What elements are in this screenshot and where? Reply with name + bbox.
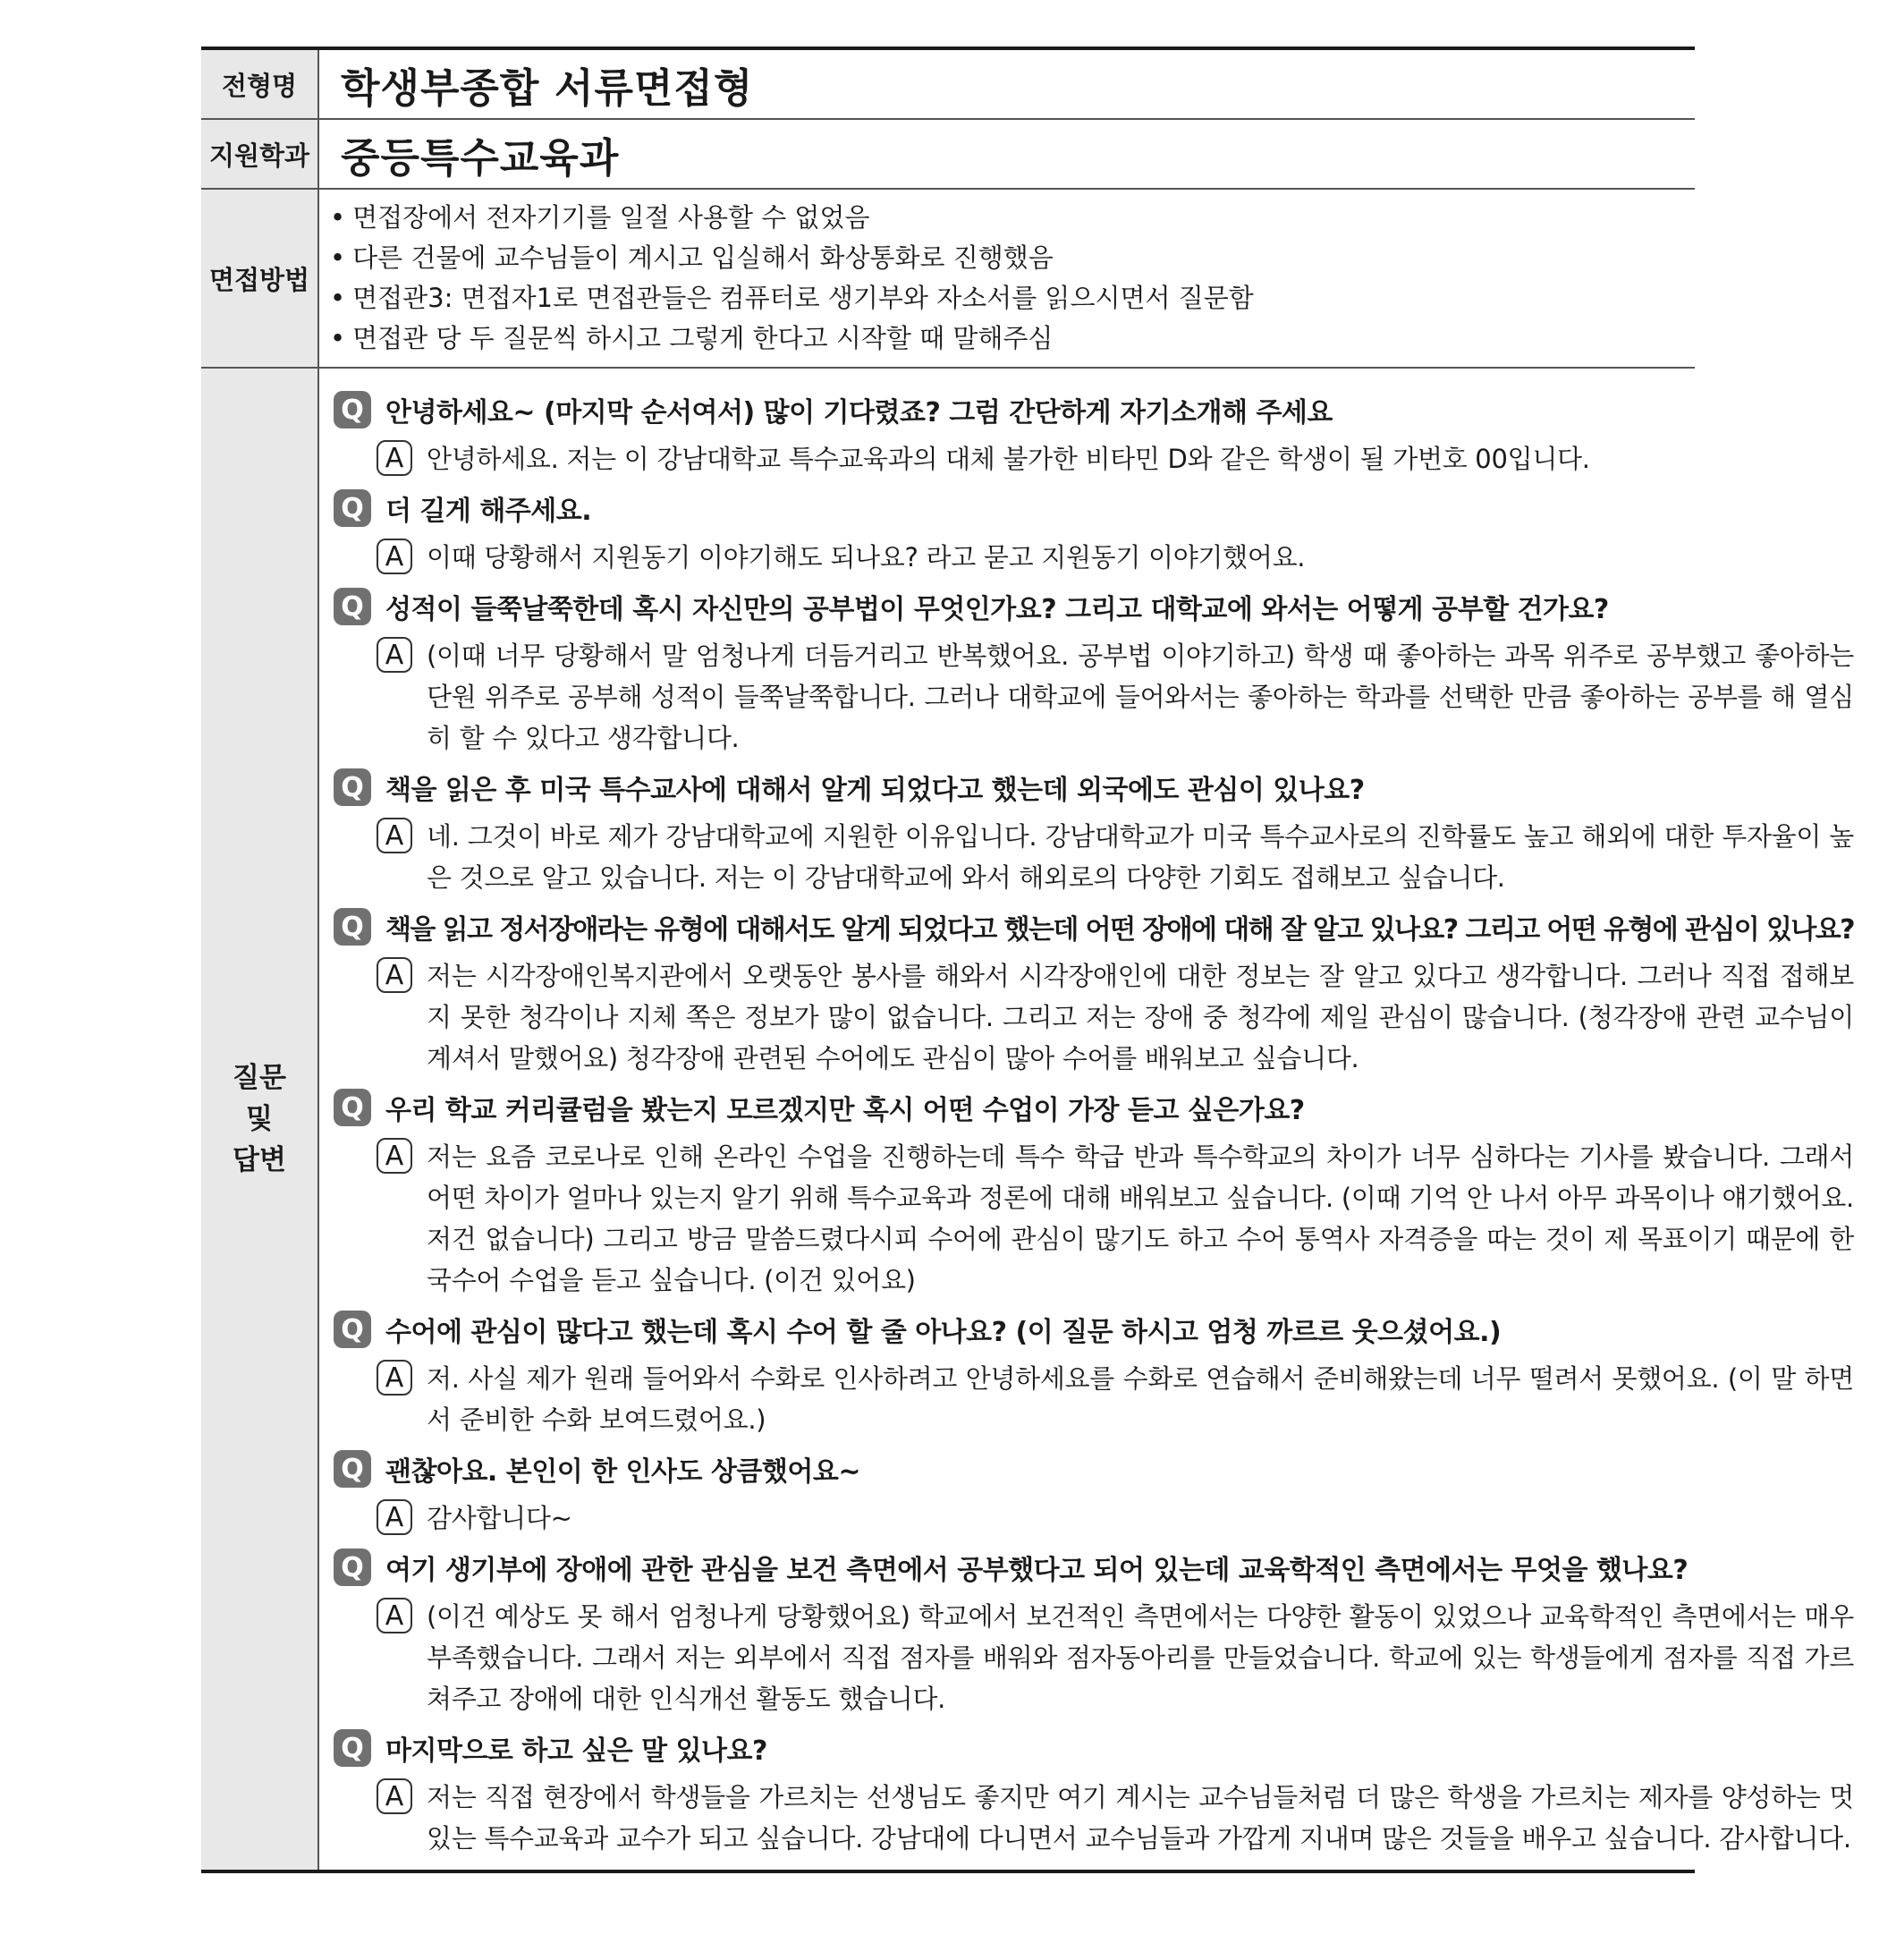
qa-label-line: 질문 xyxy=(233,1062,286,1094)
answer-badge-icon: A xyxy=(377,957,412,993)
question-text: 여기 생기부에 장애에 관한 관심을 보건 측면에서 공부했다고 되어 있는데 교육학적인 측면에서는 무엇을 했나요? xyxy=(385,1555,1689,1586)
answer-badge-icon: A xyxy=(377,1360,412,1396)
row-admission-type xyxy=(201,50,1695,120)
qa-label xyxy=(201,369,319,1870)
question-text: 괜찮아요. 본인이 한 인사도 상큼했어요~ xyxy=(385,1456,860,1488)
answer-item xyxy=(334,1498,1854,1539)
answer-item xyxy=(334,537,1854,578)
question-item xyxy=(334,485,1854,531)
interview-method-list xyxy=(330,198,1254,359)
qa-label-line: 및 xyxy=(246,1103,273,1135)
row-questions-answers xyxy=(201,369,1854,1870)
answer-text: (이건 예상도 못 해서 엄청나게 당황했어요) 학교에서 보건적인 측면에서는 다양한 활동이 있었으나 교육학적인 측면에서는 매우 부족했습니다. 그래서 저는 외부에서 직접 점자를 배워와 점자동아리를 만들었습니다. 학교에 있는 학생들에게 점자를 직접 가르쳐주고 장애에 대한 인식개선 활동도 했습니다. xyxy=(427,1601,1854,1714)
question-badge-icon: Q xyxy=(334,588,371,625)
question-badge-icon: Q xyxy=(334,489,371,527)
row-interview-method xyxy=(201,190,1695,369)
answer-badge-icon: A xyxy=(377,440,412,476)
answer-item xyxy=(334,1358,1854,1440)
question-badge-icon: Q xyxy=(334,1450,371,1488)
row-department xyxy=(201,120,1695,190)
answer-text: 이때 당황해서 지원동기 이야기해도 되나요? 라고 묻고 지원동기 이야기했어요. xyxy=(427,542,1306,573)
question-item xyxy=(334,1446,1854,1492)
answer-item xyxy=(334,438,1854,479)
admission-type-value: 학생부종합 서류면접형 xyxy=(341,64,754,112)
question-badge-icon: Q xyxy=(334,1089,371,1126)
question-text: 안녕하세요~ (마지막 순서여서) 많이 기다렸죠? 그럼 간단하게 자기소개해 주세요 xyxy=(385,397,1333,428)
question-text: 책을 읽고 정서장애라는 유형에 대해서도 알게 되었다고 했는데 어떤 장애에 대해 잘 알고 있나요? 그리고 어떤 유형에 관심이 있나요? xyxy=(385,914,1854,946)
question-text: 우리 학교 커리큘럼을 봤는지 모르겠지만 혹시 어떤 수업이 가장 듣고 싶은가요? xyxy=(385,1095,1305,1126)
answer-badge-icon: A xyxy=(377,818,412,853)
answer-badge-icon: A xyxy=(377,1598,412,1633)
answer-text: (이때 너무 당황해서 말 엄청나게 더듬거리고 반복했어요. 공부법 이야기하고) 학생 때 좋아하는 과목 위주로 공부했고 좋아하는 단원 위주로 공부해 성적이 들쭉날쭉합니다. 그러나 대학교에 들어와서는 좋아하는 학과를 선택한 만큼 좋아하는 공부를 해 열심히 할 수 있다고 생각합니다. xyxy=(427,641,1854,753)
answer-text: 네. 그것이 바로 제가 강남대학교에 지원한 이유입니다. 강남대학교가 미국 특수교사로의 진학률도 높고 해외에 대한 투자율이 높은 것으로 알고 있습니다. 저는 이 강남대학교에 와서 해외로의 다양한 기회도 접해보고 싶습니다. xyxy=(427,821,1854,893)
method-item: • 면접관 당 두 질문씩 하시고 그렇게 한다고 시작할 때 말해주심 xyxy=(330,318,1254,359)
qa-label-line: 답변 xyxy=(233,1144,286,1176)
question-text: 책을 읽은 후 미국 특수교사에 대해서 알게 되었다고 했는데 외국에도 관심이 있나요? xyxy=(385,775,1365,806)
answer-item xyxy=(334,1136,1854,1301)
question-item xyxy=(334,1306,1854,1353)
question-badge-icon: Q xyxy=(334,391,371,428)
question-item xyxy=(334,1084,1854,1131)
answer-item xyxy=(334,1777,1854,1859)
question-text: 더 길게 해주세요. xyxy=(385,496,592,527)
answer-item xyxy=(334,635,1854,759)
interview-table xyxy=(201,47,1854,1873)
answer-item xyxy=(334,1596,1854,1719)
question-badge-icon: Q xyxy=(334,1548,371,1586)
answer-text: 저. 사실 제가 원래 들어와서 수화로 인사하려고 안녕하세요를 수화로 연습해서 준비해왔는데 너무 떨려서 못했어요. (이 말 하면서 준비한 수화 보여드렸어요.) xyxy=(427,1363,1854,1435)
answer-text: 저는 직접 현장에서 학생들을 가르치는 선생님도 좋지만 여기 계시는 교수님들처럼 더 많은 학생을 가르치는 제자를 양성하는 멋있는 특수교육과 교수가 되고 싶습니다. 강남대에 다니면서 교수님들과 가깝게 지내며 많은 것들을 배우고 싶습니다. 감사합니다. xyxy=(427,1782,1854,1854)
answer-badge-icon: A xyxy=(377,539,412,574)
question-item xyxy=(334,386,1854,433)
answer-text: 감사합니다~ xyxy=(427,1503,572,1533)
answer-item xyxy=(334,816,1854,898)
question-text: 수어에 관심이 많다고 했는데 혹시 수어 할 줄 아나요? (이 질문 하시고 엄청 까르르 웃으셨어요.) xyxy=(385,1317,1502,1348)
answer-item xyxy=(334,955,1854,1079)
answer-text: 안녕하세요. 저는 이 강남대학교 특수교육과의 대체 불가한 비타민 D와 같은 학생이 될 가번호 00입니다. xyxy=(427,444,1590,474)
admission-type-label: 전형명 xyxy=(201,50,319,118)
department-value: 중등특수교육과 xyxy=(341,133,620,182)
question-badge-icon: Q xyxy=(334,908,371,946)
answer-text: 저는 요즘 코로나로 인해 온라인 수업을 진행하는데 특수 학급 반과 특수학교의 차이가 너무 심하다는 기사를 봤습니다. 그래서 어떤 차이가 얼마나 있는지 알기 위해 특수교육과 정론에 대해 배워보고 싶습니다. (이때 기억 안 나서 아무 과목이나 얘기했어요. 저건 없습니다) 그리고 방금 말씀드렸다시피 수어에 관심이 많기도 하고 수어 통역사 자격증을 따는 것이 제 목표이기 때문에 한국수어 수업을 듣고 싶습니다. (이건 있어요) xyxy=(427,1141,1854,1295)
interview-method-label: 면접방법 xyxy=(201,190,319,367)
method-item: • 면접관3: 면접자1로 면접관들은 컴퓨터로 생기부와 자소서를 읽으시면서 질문함 xyxy=(330,278,1254,318)
question-badge-icon: Q xyxy=(334,1311,371,1348)
question-badge-icon: Q xyxy=(334,1729,371,1767)
question-badge-icon: Q xyxy=(334,768,371,806)
question-text: 성적이 들쭉날쭉한데 혹시 자신만의 공부법이 무엇인가요? 그리고 대학교에 와서는 어떻게 공부할 건가요? xyxy=(385,594,1609,625)
answer-text: 저는 시각장애인복지관에서 오랫동안 봉사를 해와서 시각장애인에 대한 정보는 잘 알고 있다고 생각합니다. 그러나 직접 접해보지 못한 청각이나 지체 쪽은 정보가 많이 없습니다. 그리고 저는 장애 중 청각에 제일 관심이 많습니다. (청각장애 관련 교수님이 계셔서 말했어요) 청각장애 관련된 수어에도 관심이 많아 수어를 배워보고 싶습니다. xyxy=(427,961,1854,1073)
answer-badge-icon: A xyxy=(377,1499,412,1535)
question-item xyxy=(334,904,1854,950)
question-text: 마지막으로 하고 싶은 말 있나요? xyxy=(385,1735,767,1767)
question-item xyxy=(334,1725,1854,1771)
question-item xyxy=(334,764,1854,810)
interview-method-value xyxy=(319,190,1695,367)
answer-badge-icon: A xyxy=(377,1778,412,1814)
method-item: • 면접장에서 전자기기를 일절 사용할 수 없었음 xyxy=(330,198,1254,238)
answer-badge-icon: A xyxy=(377,637,412,673)
answer-badge-icon: A xyxy=(377,1138,412,1174)
qa-list xyxy=(319,369,1870,1870)
question-item xyxy=(334,1544,1854,1591)
method-item: • 다른 건물에 교수님들이 계시고 입실해서 화상통화로 진행했음 xyxy=(330,238,1254,278)
question-item xyxy=(334,583,1854,630)
department-label: 지원학과 xyxy=(201,120,319,188)
